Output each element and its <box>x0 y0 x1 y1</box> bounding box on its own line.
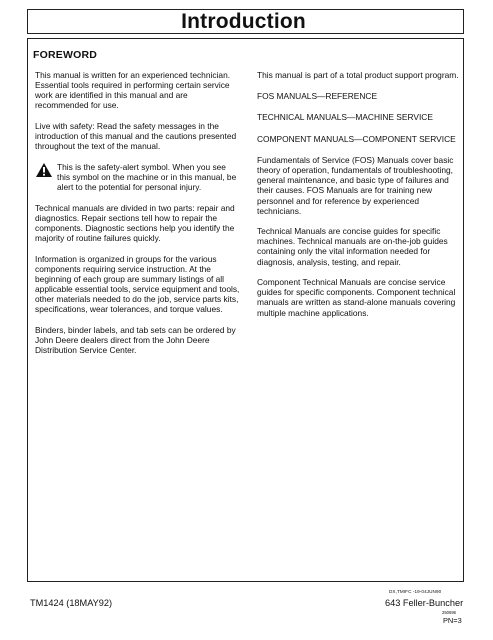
left-paragraph-3: Technical manuals are divided in two parts: repair and diagnostics. Repair sections tell how to repair the components. Diagnostic sections help you identify the majority of routine failures quickly. <box>35 202 235 243</box>
fos-manuals-line: FOS MANUALS—REFERENCE <box>257 90 378 101</box>
footer-machine-name: 643 Feller-Buncher <box>385 598 464 608</box>
right-paragraph-4: Component Technical Manuals are concise service guides for specific components. Component technical manuals are written as stand-alone manuals covering multiple machine applications. <box>257 277 456 318</box>
footer-date-code: 250696 <box>442 610 456 615</box>
footer-page-number: PN=3 <box>443 616 462 625</box>
right-column <box>257 70 462 328</box>
left-paragraph-4: Information is organized in groups for the various components requiring service instruction. At the beginning of each group are summary listings of all applicable essential tools, service equipment and tools, other materials needed to do the job, service parts kits, specifications, wear tolerances, and torque values. <box>35 253 240 315</box>
document-code: DX,TMIFC -19-04JUN90 <box>389 589 442 594</box>
technical-manuals-line: TECHNICAL MANUALS—MACHINE SERVICE <box>257 112 433 123</box>
footer-manual-id: TM1424 (18MAY92) <box>30 598 113 608</box>
right-paragraph-1: This manual is part of a total product support program. <box>257 70 459 80</box>
right-paragraph-2: Fundamentals of Service (FOS) Manuals cover basic theory of operation, fundamentals of troubleshooting, general maintenance, and basic type of failures and their causes. FOS Manuals are for training new personnel and for reference by experienced technicians. <box>257 155 454 216</box>
section-heading: FOREWORD <box>33 49 98 61</box>
page-title: Introduction <box>181 9 306 33</box>
left-paragraph-5: Binders, binder labels, and tab sets can be ordered by John Deere dealers direct from the John Deere Distribution Service Center. <box>35 324 236 356</box>
component-manuals-line: COMPONENT MANUALS—COMPONENT SERVICE <box>257 133 456 144</box>
right-paragraph-3: Technical Manuals are concise guides for specific machines. Technical manuals are on-the-job guides containing only the vital information needed for diagnosis, analysis, testing, and repair. <box>257 226 448 267</box>
left-paragraph-1: This manual is written for an experienced technician. Essential tools required in performing certain service work are identified in this manual and are recommended for use. <box>35 70 231 111</box>
safety-alert-row <box>35 162 240 192</box>
left-paragraph-2: Live with safety: Read the safety messages in the introduction of this manual and the cautions presented throughout the text of the manual. <box>35 120 237 152</box>
safety-alert-icon <box>35 162 53 178</box>
safety-alert-text: This is the safety-alert symbol. When you see this symbol on the machine or in this manual, be alert to the potential for personal injury. <box>57 161 237 193</box>
title-box <box>27 9 464 34</box>
left-column <box>35 70 240 366</box>
